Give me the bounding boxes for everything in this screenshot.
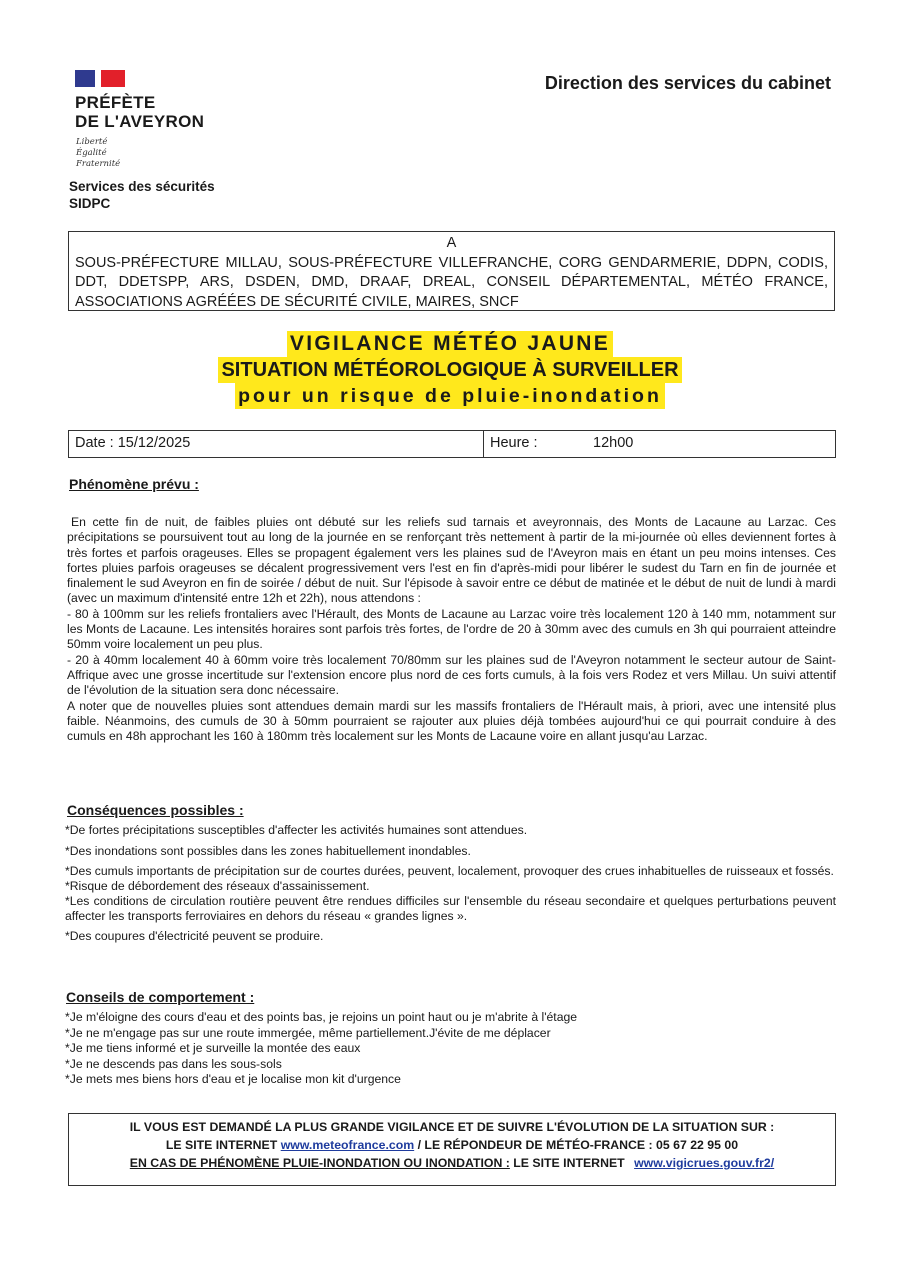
recipients-label: A bbox=[446, 235, 457, 251]
conseils-title: Conseils de comportement : bbox=[66, 989, 255, 1005]
vigicrues-link[interactable]: www.vigicrues.gouv.fr2/ bbox=[634, 1156, 775, 1170]
time-value: 12h00 bbox=[593, 435, 634, 451]
prefecture-line-1: PRÉFÈTE bbox=[75, 93, 156, 112]
vigilance-footer-box bbox=[68, 1113, 836, 1186]
footer-site-label-2: LE SITE INTERNET bbox=[513, 1156, 625, 1170]
recipients-list: SOUS-PRÉFECTURE MILLAU, SOUS-PRÉFECTURE VILLEFRANCHE, CORG GENDARMERIE, DDPN, CODIS, DDT, DDETSPP, ARS, DSDEN, DMD, DRAAF, DREAL, CONSEIL DÉPARTEMENTAL, MÉTÉO FRANCE, ASSOCIATIONS AGRÉÉES DE SÉCURITÉ CIVILE, MAIRES, SNCF bbox=[75, 254, 828, 310]
vigilance-titles bbox=[0, 331, 900, 409]
republic-flag-logo bbox=[75, 70, 125, 87]
motto-fraternite: Fraternité bbox=[76, 159, 121, 169]
title-situation: SITUATION MÉTÉOROLOGIQUE À SURVEILLER bbox=[218, 357, 681, 383]
phenomene-paragraph: - 20 à 40mm localement 40 à 60mm voire très localement 70/80mm sur les plaines sud de l'Aveyron notamment le secteur autour de Saint-Affrique avec une grosse incertitude sur l'extension encore plus nord de ces forts cumuls, à la fois vers Rodez et vers Millau. Un suivi attentif de l'évolution de la situation sera donc nécessaire. bbox=[67, 652, 836, 698]
flag-blue-band bbox=[75, 70, 95, 87]
consequence-item: *Des coupures d'électricité peuvent se produire. bbox=[65, 928, 324, 943]
motto-egalite: Égalité bbox=[76, 148, 107, 158]
recipients-box bbox=[68, 231, 835, 311]
direction-title: Direction des services du cabinet bbox=[544, 73, 831, 93]
date-field: Date : 15/12/2025 bbox=[75, 435, 191, 451]
conseil-item: *Je ne descends pas dans les sous-sols bbox=[65, 1056, 282, 1071]
footer-line-1: IL VOUS EST DEMANDÉ LA PLUS GRANDE VIGILANCE ET DE SUIVRE L'ÉVOLUTION DE LA SITUATION SUR : bbox=[129, 1120, 775, 1134]
phenomene-paragraph: - 80 à 100mm sur les reliefs frontaliers avec l'Hérault, des Monts de Lacaune au Larzac voire très localement 120 à 140 mm, notamment sur les Monts de Lacaune. Les intensités horaires sont parfois très fortes, de l'ordre de 20 à 30mm avec des cumuls en 3h qui pourraient atteindre 50mm voire localement un peu plus. bbox=[67, 606, 836, 652]
phenomene-title: Phénomène prévu : bbox=[69, 476, 199, 492]
conseil-item: *Je me tiens informé et je surveille la montée des eaux bbox=[65, 1041, 361, 1055]
motto-liberte: Liberté bbox=[76, 137, 108, 147]
title-risk: pour un risque de pluie-inondation bbox=[235, 383, 665, 409]
conseils-list bbox=[65, 1010, 836, 1088]
service-line-1: Services des sécurités bbox=[69, 179, 215, 194]
title-vigilance-jaune: VIGILANCE MÉTÉO JAUNE bbox=[287, 331, 613, 357]
time-label: Heure : bbox=[490, 435, 538, 451]
footer-line-2 bbox=[69, 1136, 835, 1154]
consequences-list bbox=[65, 823, 836, 944]
consequences-title: Conséquences possibles : bbox=[67, 802, 244, 818]
conseil-item: *Je ne m'engage pas sur une route immergée, même partiellement.J'évite de me déplacer bbox=[65, 1025, 551, 1040]
consequence-item: *Des cumuls importants de précipitation sur de courtes durées, peuvent, localement, provoquer des crues inhabituelles de ruisseaux et fossés. bbox=[65, 863, 834, 878]
prefecture-line-2: DE L'AVEYRON bbox=[75, 112, 205, 131]
prefecture-name bbox=[75, 93, 204, 131]
consequence-item: *Risque de débordement des réseaux d'assainissement. bbox=[65, 878, 370, 893]
phenomene-paragraph: En cette fin de nuit, de faibles pluies ont débuté sur les reliefs sud tarnais et aveyronnais, des Monts de Lacaune au Larzac. Ces précipitations se poursuivent tout au long de la journée en se renforçant très nettement à partir de la mi-journée où elles deviennent fortes à très fortes et parfois orageuses. Elles se propagent également vers les plaines sud de l'Aveyron mais en étant un peu moins intenses. Ces fortes pluies parfois orageuses se décalent progressivement vers l'est en fin d'après-midi pour libérer le sudest du Tarn en fin de journée et finalement le sud Aveyron en fin de soirée / début de nuit. Sur l'épisode à savoir entre ce début de matinée et le début de nuit de lundi à mardi (avec un maximum d'intensité entre 12h et 22h), nous attendons : bbox=[67, 515, 836, 606]
footer-line-3 bbox=[69, 1154, 835, 1172]
service-name bbox=[69, 178, 215, 212]
flag-red-band bbox=[101, 70, 125, 87]
footer-flood-label: EN CAS DE PHÉNOMÈNE PLUIE-INONDATION OU INONDATION : bbox=[129, 1156, 510, 1170]
consequence-item: *Des inondations sont possibles dans les zones habituellement inondables. bbox=[65, 844, 471, 859]
footer-phone: / LE RÉPONDEUR DE MÉTÉO-FRANCE : 05 67 22 95 00 bbox=[417, 1138, 739, 1152]
footer-site-label: LE SITE INTERNET bbox=[165, 1138, 278, 1152]
conseil-item: *Je m'éloigne des cours d'eau et des points bas, je rejoins un point haut ou je m'abrite à l'étage bbox=[65, 1010, 578, 1024]
conseil-item: *Je mets mes biens hors d'eau et je localise mon kit d'urgence bbox=[65, 1072, 401, 1086]
phenomene-body bbox=[67, 515, 836, 744]
datetime-box bbox=[68, 430, 836, 458]
consequence-item: *De fortes précipitations susceptibles d'affecter les activités humaines sont attendues. bbox=[65, 823, 528, 837]
datetime-divider bbox=[483, 431, 484, 457]
consequence-item: *Les conditions de circulation routière peuvent être rendues difficiles sur l'ensemble du réseau secondaire et quelques perturbations peuvent affecter les transports ferroviaires en dehors du réseau « grandes lignes ». bbox=[65, 894, 836, 924]
service-line-2: SIDPC bbox=[69, 196, 111, 211]
phenomene-paragraph: A noter que de nouvelles pluies sont attendues demain mardi sur les massifs frontaliers de l'Hérault mais, à priori, avec une intensité plus faible. Néanmoins, des cumuls de 30 à 50mm pourraient se rajouter aux pluies déjà tombées aujourd'hui ce qui pourrait conduire à des cumuls en 48h approchant les 160 à 180mm très localement sur les Monts de Lacaune voire en allant jusqu'au Larzac. bbox=[67, 698, 836, 744]
meteofrance-link[interactable]: www.meteofrance.com bbox=[280, 1138, 415, 1152]
republic-motto bbox=[76, 137, 120, 170]
